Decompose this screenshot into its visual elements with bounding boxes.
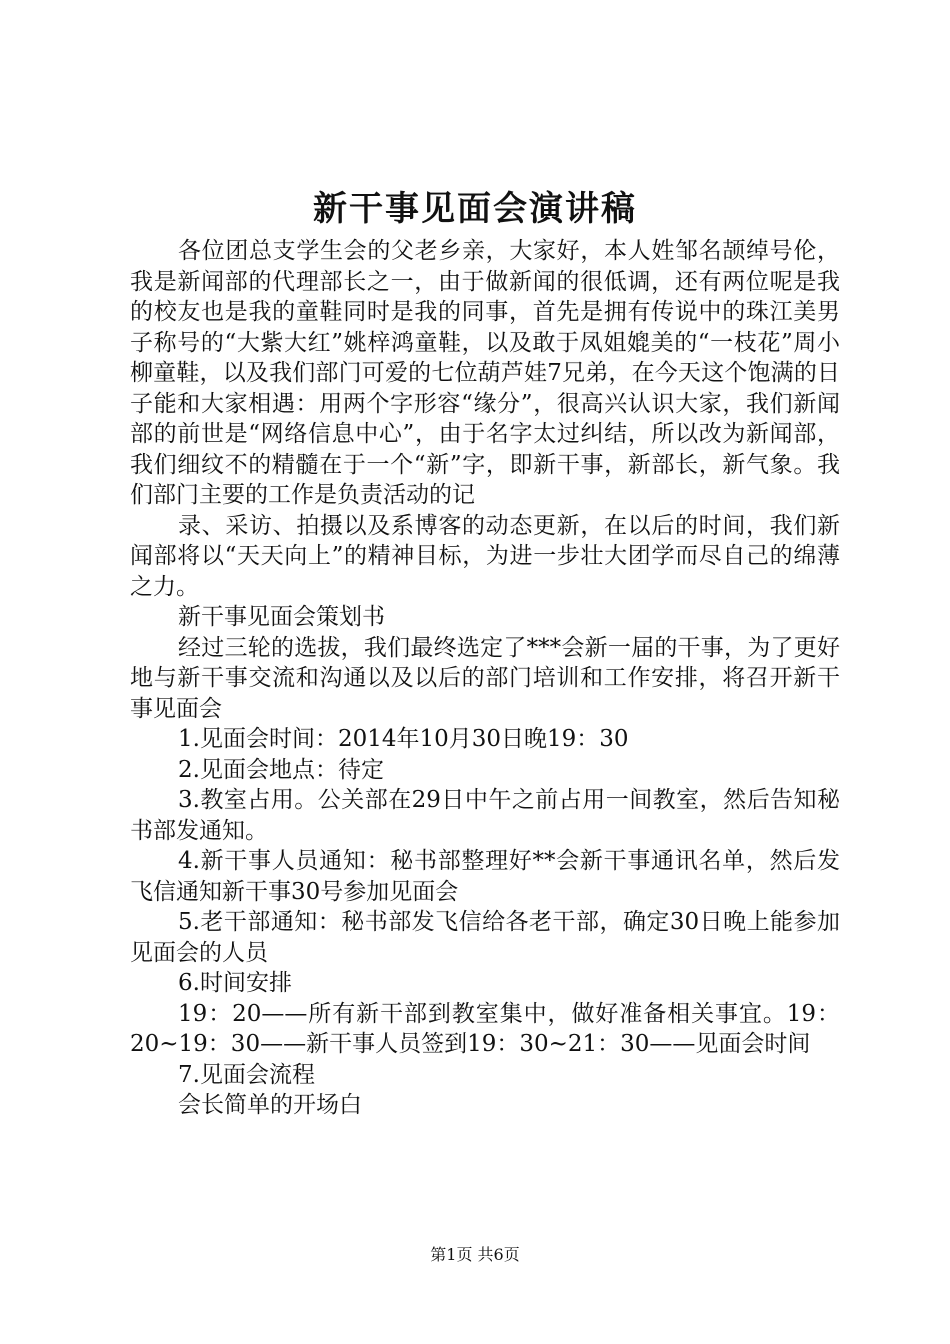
- document-body: [130, 236, 840, 1121]
- list-item-time: 1.见面会时间：2014年10月30日晚19：30: [178, 726, 629, 752]
- list-item-old-staff-notice: 5.老干部通知：秘书部发飞信给各老干部，确定30日晚上能参加见面会的人员: [130, 909, 840, 966]
- process-opening: 会长简单的开场白: [178, 1092, 362, 1118]
- list-item-new-staff-notice: 4.新干事人员通知：秘书部整理好**会新干事通讯名单，然后发飞信通知新干事30号参加见面会: [130, 848, 840, 905]
- paragraph-plan-intro: 经过三轮的选拔，我们最终选定了***会新一届的干事，为了更好地与新干事交流和沟通以及以后的部门培训和工作安排，将召开新干事见面会: [130, 634, 840, 722]
- list-item-process: 7.见面会流程: [178, 1061, 315, 1088]
- schedule-details: 19：20——所有新干部到教室集中，做好准备相关事宜。19：20~19：30——新干事人员签到19：30~21：30——见面会时间: [130, 1000, 840, 1057]
- list-item-location: 2.见面会地点：待定: [178, 756, 384, 783]
- paragraph-plan-heading: 新干事见面会策划书: [178, 604, 385, 630]
- page-number-footer: 第1页 共6页: [430, 1245, 520, 1264]
- list-item-schedule: 6.时间安排: [178, 970, 292, 996]
- paragraph-intro: 各位团总支学生会的父老乡亲，大家好，本人姓邹名颉绰号伦，我是新闻部的代理部长之一，由于做新闻的很低调，还有两位呢是我的校友也是我的童鞋同时是我的同事，首先是拥有传说中的珠江美男子称号的“大紫大红”姚梓鸿童鞋，以及敢于凤姐媲美的“一枝花”周小柳童鞋，以及我们部门可爱的七位葫芦娃7兄弟，在今天这个饱满的日子能和大家相遇：用两个字形容“缘分”，很高兴认识大家，我们新闻部的前世是“网络信息中心”，由于名字太过纠结，所以改为新闻部，我们细纹不的精髓在于一个“新”字，即新干事，新部长，新气象。我们部门主要的工作是负责活动的记: [130, 238, 840, 508]
- page-title: 新干事见面会演讲稿: [313, 189, 637, 229]
- list-item-classroom: 3.教室占用。公关部在29日中午之前占用一间教室，然后告知秘书部发通知。: [130, 787, 840, 844]
- paragraph-continuation: 录、采访、拍摄以及系博客的动态更新，在以后的时间，我们新闻部将以“天天向上”的精神目标，为进一步壮大团学而尽自己的绵薄之力。: [130, 512, 840, 600]
